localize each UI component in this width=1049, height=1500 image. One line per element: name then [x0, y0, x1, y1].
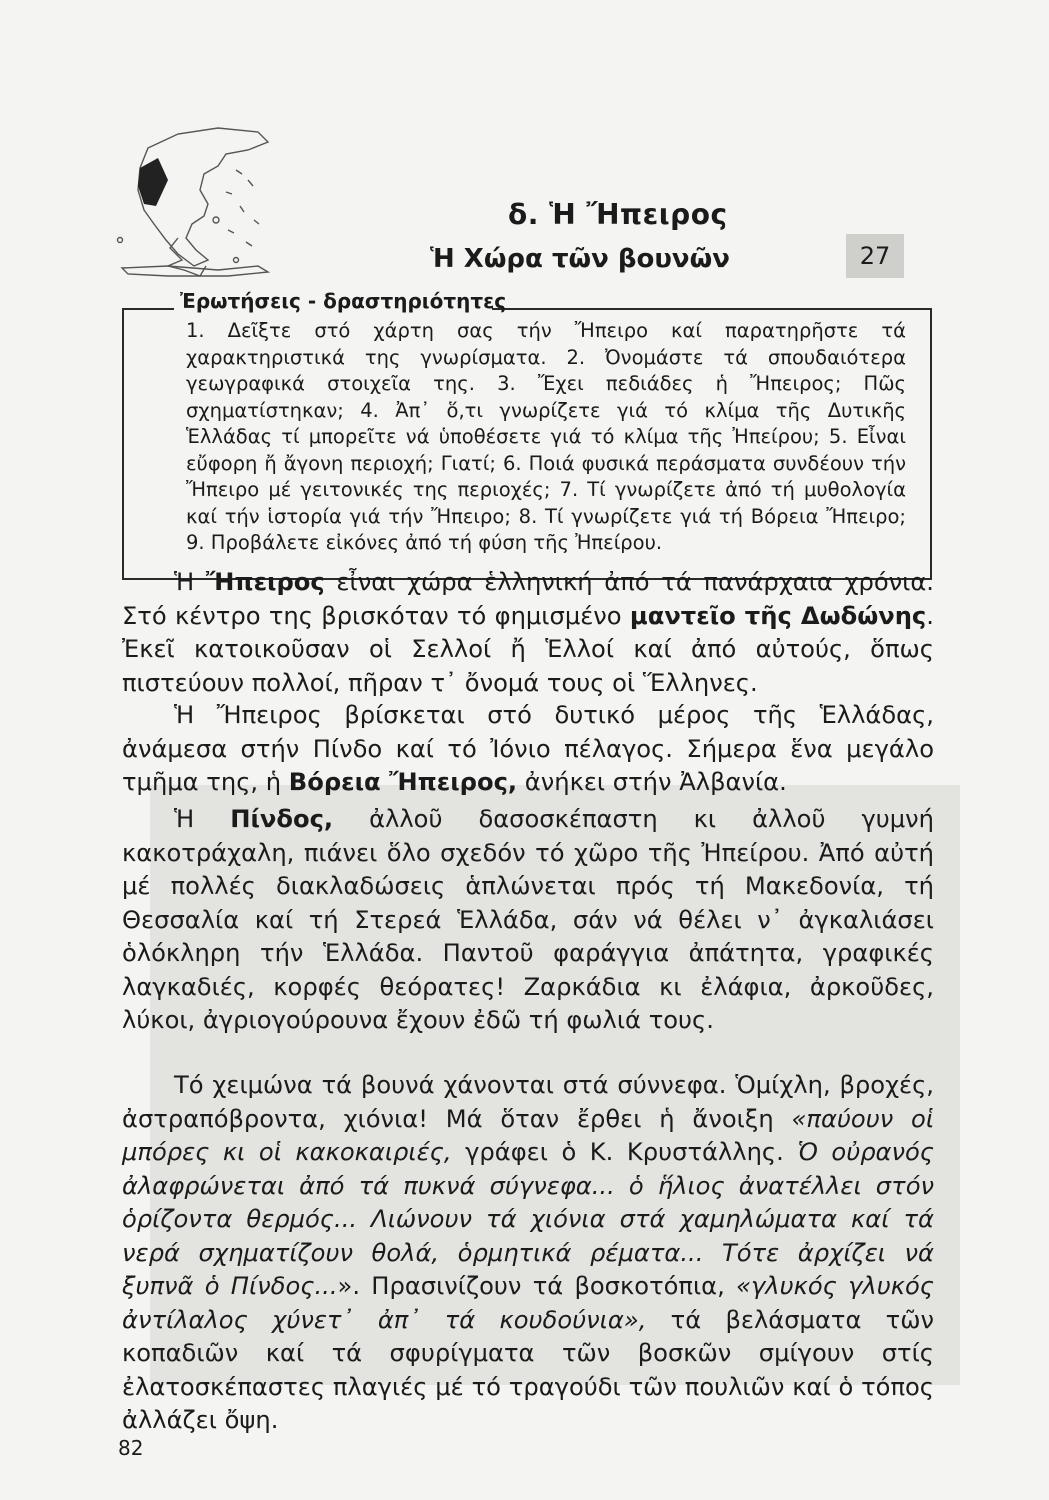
text-run: Ἡ: [174, 568, 206, 596]
lesson-number-badge: 27: [846, 234, 904, 278]
bold-term: Ἤπειρος: [205, 568, 325, 596]
text-run: . Ἐκεῖ κατοικοῦσαν οἱ Σελλοί ἤ Ἑλλοί καί ἀπό αὐτούς, ὅπως πιστεύουν πολλοί, πῆραν τ᾿ ὄνομά τους οἱ Ἕλληνες.: [122, 601, 934, 697]
section-title: δ. Ἡ Ἤπειρος: [508, 198, 728, 231]
paragraph-epirus-location: [122, 699, 934, 800]
text-run: γράφει ὁ Κ. Κρυστάλλης.: [451, 1138, 798, 1166]
text-run: ». Πρασινίζουν τά βοσκοτόπια,: [337, 1272, 737, 1300]
text-run: Τό χειμώνα τά βουνά χάνονται στά σύννεφα. Ὁμίχλη, βροχές, ἀστραπόβροντα, χιόνια! Μά ὅταν ἔρθει ἡ ἄνοιξη: [122, 1071, 934, 1133]
text-run: Ἡ Ἤπειρος βρίσκεται στό δυτικό μέρος τῆς Ἑλλάδας, ἀνάμεσα στήν Πίνδο καί τό Ἰόνιο πέλαγος. Σήμερα ἕνα μεγάλο τμῆμα της, ἡ: [122, 701, 934, 796]
text-run: εἶναι χώρα ἑλληνική ἀπό τά πανάρχαια χρόνια. Στό κέντρο της βρισκόταν τό φημισμένο: [122, 568, 934, 630]
bold-term: Βόρεια Ἤπειρος,: [288, 768, 518, 796]
text-run: Ἡ: [174, 805, 231, 833]
text-run: ἀνήκει στήν Ἀλβανία.: [517, 768, 787, 796]
quote-text: «παύουν οἱ μπόρες κι οἱ κακοκαιριές,: [122, 1104, 934, 1166]
paragraph-seasons: [122, 1069, 934, 1438]
paragraph-pindos: [122, 803, 934, 1038]
lesson-subtitle: Ἡ Χώρα τῶν βουνῶν: [430, 244, 730, 274]
bold-term: μαντεῖο τῆς Δωδώνης: [629, 601, 927, 630]
questions-text: 1. Δεῖξτε στό χάρτη σας τήν Ἤπειρο καί παρατηρῆστε τά χαρακτηριστικά της γνωρίσματα. 2. Ὀνομάστε τά σπουδαιότερα γεωγραφικά στοιχεῖα της. 3. Ἔχει πεδιάδες ἡ Ἤπειρος; Πῶς σχηματίστηκαν; 4. Ἀπ᾿ ὅ,τι γνωρίζετε γιά τό κλίμα τῆς Δυτικῆς Ἑλλάδας τί μπορεῖτε νά ὑποθέσετε γιά τό κλίμα τῆς Ἠπείρου; 5. Εἶναι εὔφορη ἤ ἄγονη περιοχή; Γιατί; 6. Ποιά φυσικά περάσματα συνδέουν τήν Ἤπειρο μέ γειτονικές της περιοχές; 7. Τί γνωρίζετε ἀπό τή μυθολογία καί τήν ἱστορία γιά τήν Ἤπειρο; 8. Τί γνωρίζετε γιά τή Βόρεια Ἤπειρο; 9. Προβάλετε εἰκόνες ἀπό τή φύση τῆς Ἠπείρου.: [186, 319, 906, 554]
text-run: ἀλλοῦ δασοσκέπαστη κι ἀλλοῦ γυμνή κακοτράχαλη, πιάνει ὅλο σχεδόν τό χῶρο τῆς Ἠπείρου. Ἀπό αὐτή μέ πολλές διακλαδώσεις ἁπλώνεται πρός τή Μακεδονία, τή Θεσσαλία καί τή Στερεά Ἑλλάδα, σάν νά θέλει ν᾿ ἀγκαλιάσει ὁλόκληρη τήν Ἑλλάδα. Παντοῦ φαράγγια ἀπάτητα, γραφικές λαγκαδιές, κορφές θεόρατες! Ζαρκάδια κι ἐλάφια, ἀρκοῦδες, λύκοι, ἀγριογούρουνα ἔχουν ἐδῶ τή φωλιά τους.: [122, 805, 934, 1034]
quote-text: Ὁ οὐρανός ἀλαφρώνεται ἀπό τά πυκνά σύγνεφα... ὁ ἥλιος ἀνατέλλει στόν ὁρίζοντα θερμός... Λιώνουν τά χιόνια στά χαμηλώματα καί τά νερά σχηματίζουν θολά, ὁρμητικά ρέματα... Τότε ἀρχίζει νά ξυπνᾶ ὁ Πίνδος...: [122, 1138, 934, 1300]
greece-map-icon: [108, 120, 278, 280]
text-run: τά βελάσματα τῶν κοπαδιῶν καί τά σφυρίγματα τῶν βοσκῶν σμίγουν στίς ἐλατοσκέπαστες πλαγιές μέ τό τραγούδι τῶν πουλιῶν καί ὁ τόπος ἀλλάζει ὄψη.: [122, 1305, 934, 1434]
epirus-region-highlight: [138, 158, 168, 206]
questions-heading: Ἐρωτήσεις - δραστηριότητες: [180, 289, 507, 313]
page-number: 82: [118, 1436, 144, 1460]
questions-box: [122, 308, 932, 580]
paragraph-epirus-intro: [122, 566, 934, 700]
quote-text: «γλυκός γλυκός ἀντίλαλος χύνετ᾿ ἀπ᾿ τά κουδούνια»,: [122, 1272, 934, 1334]
box-top-rule: [492, 308, 932, 310]
box-top-rule: [122, 308, 174, 310]
bold-term: Πίνδος,: [230, 805, 334, 833]
